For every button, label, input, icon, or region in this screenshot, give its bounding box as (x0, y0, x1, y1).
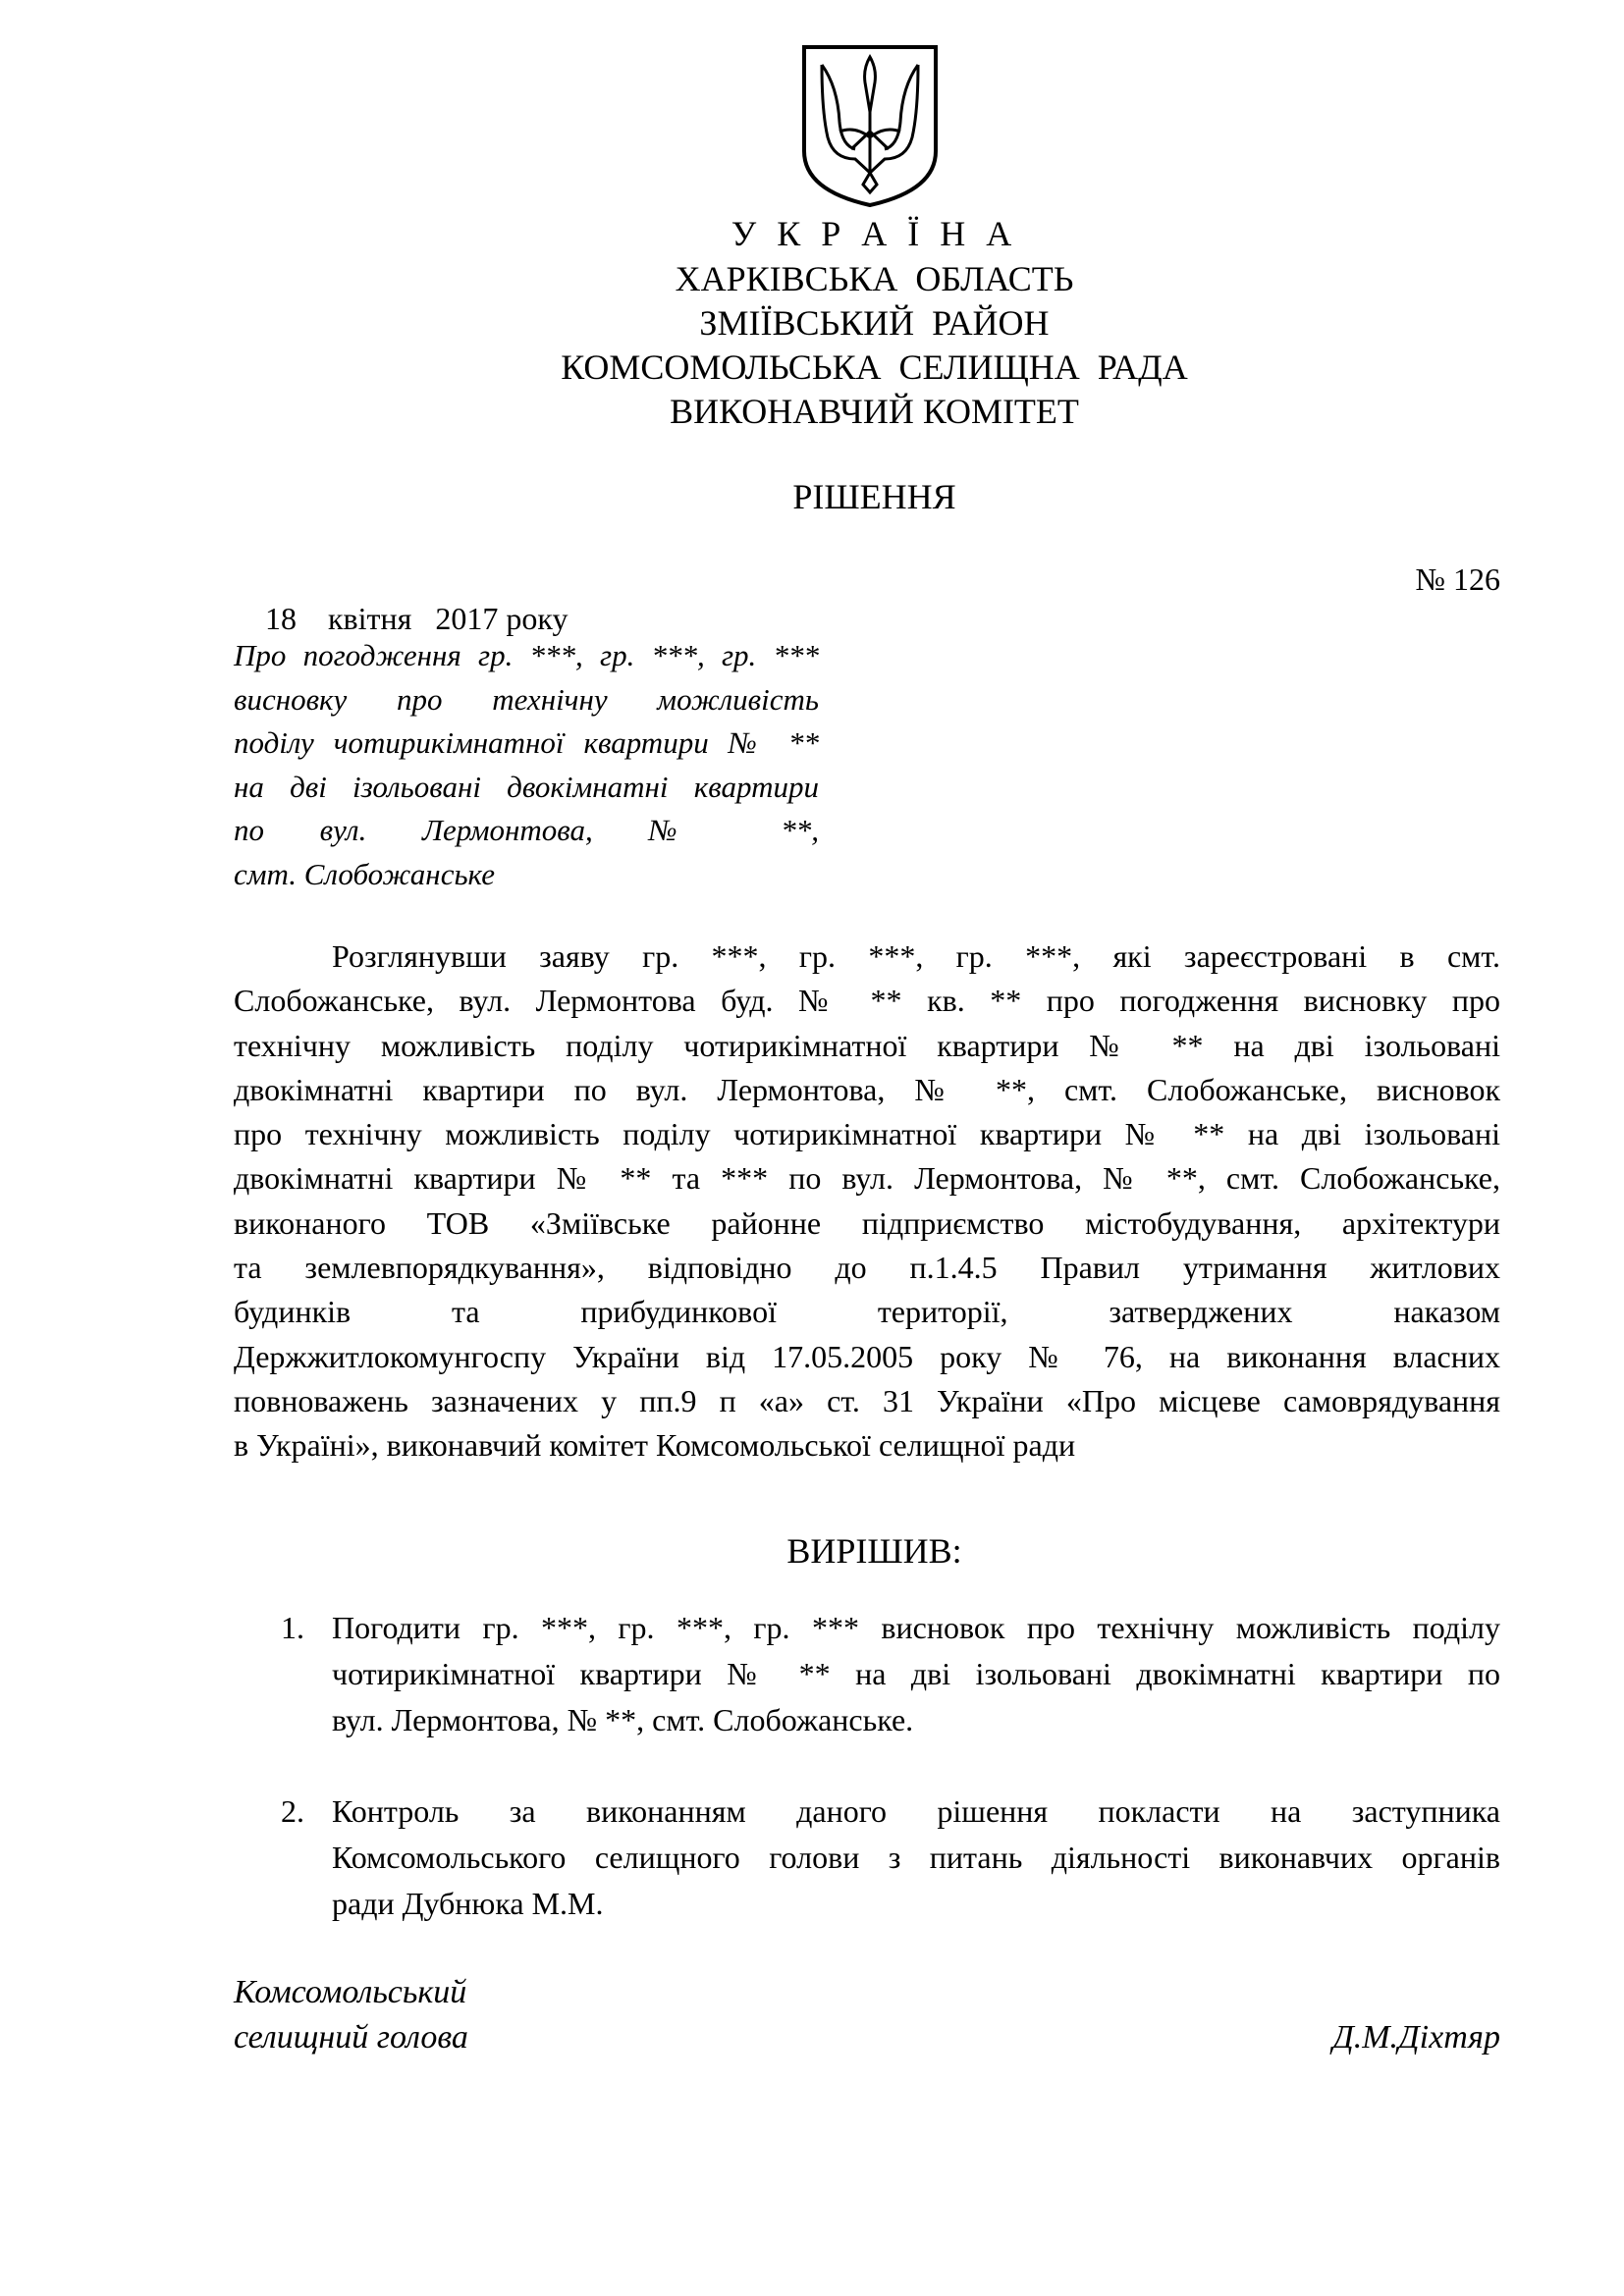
body-line: технічну можливість поділу чотирикімнатної квартири № ** на дві ізольовані (234, 1027, 1500, 1063)
header-council: КОМСОМОЛЬСЬКА СЕЛИЩНА РАДА (561, 347, 1188, 387)
signatory-name: Д.М.Діхтяр (1332, 2019, 1500, 2056)
item-line: вул. Лермонтова, № **, смт. Слобожанське. (332, 1702, 914, 1737)
header-committee: ВИКОНАВЧИЙ КОМІТЕТ (670, 392, 1079, 431)
header-raion: ЗМІЇВСЬКИЙ РАЙОН (699, 303, 1050, 343)
subject-line: висновку про технічну можливість (234, 681, 819, 717)
signatory-title-line: селищний голова (234, 2019, 468, 2056)
body-line: в Україні», виконавчий комітет Комсомольської селищної ради (234, 1427, 1076, 1464)
decision-date: 18 квітня 2017 року (265, 601, 568, 636)
body-line: двокімнатні квартири № ** та *** по вул. Лермонтова, № **, смт. Слобожанське, (234, 1160, 1500, 1197)
ukraine-coat-of-arms-icon (800, 43, 940, 208)
signatory-title-line: Комсомольський (234, 1974, 467, 2010)
item-line: Контроль за виконанням даного рішення покласти на заступника (332, 1793, 1500, 1829)
body-line: та землевпорядкування», відповідно до п.1.4.5 Правил утримання житлових (234, 1250, 1500, 1286)
signatory-title (234, 1970, 468, 2060)
list-marker: 2. (281, 1793, 304, 1829)
subject-line: по вул. Лермонтова, № **, (234, 813, 819, 847)
body-line: виконаного ТОВ «Зміївське районне підприємство містобудування, архітектури (234, 1204, 1500, 1241)
item-line: Погодити гр. ***, гр. ***, гр. *** висновок про технічну можливість поділу (332, 1610, 1500, 1645)
subject-line: поділу чотирикімнатної квартири № ** (234, 725, 819, 760)
decision-subject (234, 634, 819, 896)
body-line: Розглянувши заяву гр. ***, гр. ***, гр. ***, які зареєстровані в смт. (332, 938, 1500, 974)
header-country: У К Р А Ї Н А (731, 214, 1018, 253)
decision-number: № 126 (1415, 561, 1500, 597)
body-line: будинків та прибудинкової території, затверджених наказом (234, 1294, 1500, 1330)
item-line: чотирикімнатної квартири № ** на дві ізольовані двокімнатні квартири по (332, 1656, 1500, 1691)
body-line: Слобожанське, вул. Лермонтова буд. № ** кв. ** про погодження висновку про (234, 983, 1500, 1019)
item-line: Комсомольського селищного голови з питань діяльності виконавчих органів (332, 1840, 1500, 1875)
decision-item-text (332, 1789, 1500, 1927)
list-marker: 1. (281, 1610, 304, 1645)
body-line: про технічну можливість поділу чотирикімнатної квартири № ** на дві ізольовані (234, 1116, 1500, 1152)
body-line: повноважень зазначених у пп.9 п «а» ст. 31 України «Про місцеве самоврядування (234, 1382, 1500, 1418)
item-line: ради Дубнюка М.М. (332, 1886, 604, 1921)
subject-line: Про погодження гр. ***, гр. ***, гр. *** (234, 638, 819, 672)
subject-line: смт. Слобожанське (234, 856, 496, 891)
decision-item-text (332, 1605, 1500, 1743)
body-line: Держжитлокомунгоспу України від 17.05.2005 року № 76, на виконання власних (234, 1338, 1500, 1374)
document-type-title: РІШЕННЯ (792, 477, 956, 516)
body-line: двокімнатні квартири по вул. Лермонтова, № **, смт. Слобожанське, висновок (234, 1071, 1500, 1107)
subject-line: на дві ізольовані двокімнатні квартири (234, 769, 819, 804)
decision-heading: ВИРІШИВ: (786, 1531, 962, 1571)
preamble-paragraph (234, 934, 1500, 1468)
header-oblast: ХАРКІВСЬКА ОБЛАСТЬ (675, 259, 1074, 298)
